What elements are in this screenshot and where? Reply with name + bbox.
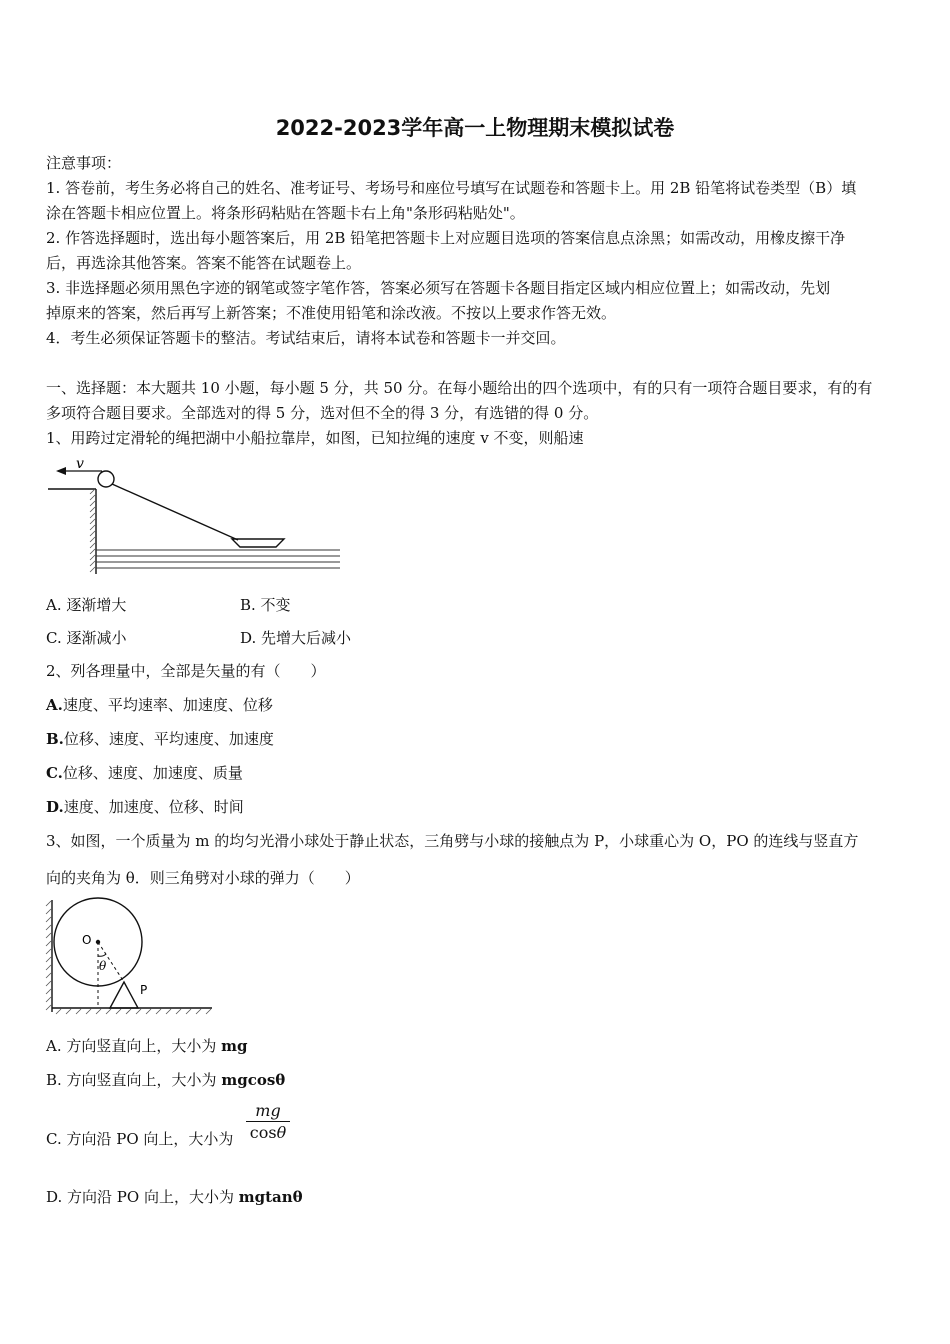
notice-line: 1. 答卷前，考生务必将自己的姓名、准考证号、考场号和座位号填写在试题卷和答题卡上。用 2B 铅笔将试卷类型（B）填 [46, 179, 857, 197]
notice-line: 后，再选涂其他答案。答案不能答在试题卷上。 [46, 254, 362, 272]
fraction-mg-over-cos-theta: $\frac{mg}{\cos\theta}$ [246, 1101, 290, 1142]
question-1-stem: 1、用跨过定滑轮的绳把湖中小船拉靠岸，如图，已知拉绳的速度 v 不变，则船速 [46, 429, 584, 447]
q1-option-a: A. 逐渐增大 [46, 596, 127, 614]
q3-option-a: A. 方向竖直向上，大小为 mg [46, 1037, 248, 1055]
notice-line: 4．考生必须保证答题卡的整洁。考试结束后，请将本试卷和答题卡一并交回。 [46, 329, 566, 347]
question-2-stem: 2、列各理量中，全部是矢量的有（ ） [46, 662, 326, 680]
angle-label: θ [99, 959, 107, 973]
q2-option-d: D.速度、加速度、位移、时间 [46, 798, 244, 816]
pulley-boat-figure [44, 454, 344, 576]
q1-option-c: C. 逐渐减小 [46, 629, 127, 647]
q1-option-b: B. 不变 [240, 596, 291, 614]
question-3-stem: 向的夹角为 θ．则三角劈对小球的弹力（ ） [46, 869, 360, 887]
ball-wedge-figure [44, 896, 216, 1018]
notice-heading: 注意事项： [46, 154, 122, 172]
q1-option-d: D. 先增大后减小 [240, 629, 352, 647]
notice-line: 涂在答题卡相应位置上。将条形码粘贴在答题卡右上角"条形码粘贴处"。 [46, 204, 525, 222]
boat-icon [232, 539, 284, 547]
contact-point-label: P [140, 983, 148, 997]
section-instructions: 一、选择题：本大题共 10 小题，每小题 5 分，共 50 分。在每小题给出的四个选项中，有的只有一项符合题目要求，有的有 [46, 379, 873, 397]
page-title: 2022-2023学年高一上物理期末模拟试卷 [275, 116, 675, 140]
notice-line: 掉原来的答案，然后再写上新答案；不准使用铅笔和涂改液。不按以上要求作答无效。 [46, 304, 617, 322]
velocity-label: v [76, 456, 84, 472]
section-instructions: 多项符合题目要求。全部选对的得 5 分，选对但不全的得 3 分，有选错的得 0 分。 [46, 404, 599, 422]
wedge-icon [110, 982, 138, 1008]
notice-line: 2. 作答选择题时，选出每小题答案后，用 2B 铅笔把答题卡上对应题目选项的答案信息点涂黑；如需改动，用橡皮擦干净 [46, 229, 846, 247]
q2-option-b: B.位移、速度、平均速度、加速度 [46, 730, 274, 748]
q3-option-c: C. 方向沿 PO 向上，大小为 [46, 1130, 234, 1148]
q3-option-d: D. 方向沿 PO 向上，大小为 mgtanθ [46, 1188, 303, 1206]
rope [112, 484, 238, 540]
center-label: O [82, 933, 92, 947]
q3-option-b: B. 方向竖直向上，大小为 mgcosθ [46, 1071, 286, 1089]
notice-line: 3. 非选择题必须用黑色字迹的钢笔或签字笔作答，答案必须写在答题卡各题目指定区域内相应位置上；如需改动，先划 [46, 279, 831, 297]
pulley-icon [98, 471, 114, 487]
question-3-stem: 3、如图，一个质量为 m 的均匀光滑小球处于静止状态，三角劈与小球的接触点为 P，小球重心为 O，PO 的连线与竖直方 [46, 832, 859, 850]
q2-option-c: C.位移、速度、加速度、质量 [46, 764, 243, 782]
q2-option-a: A.速度、平均速率、加速度、位移 [46, 696, 273, 714]
